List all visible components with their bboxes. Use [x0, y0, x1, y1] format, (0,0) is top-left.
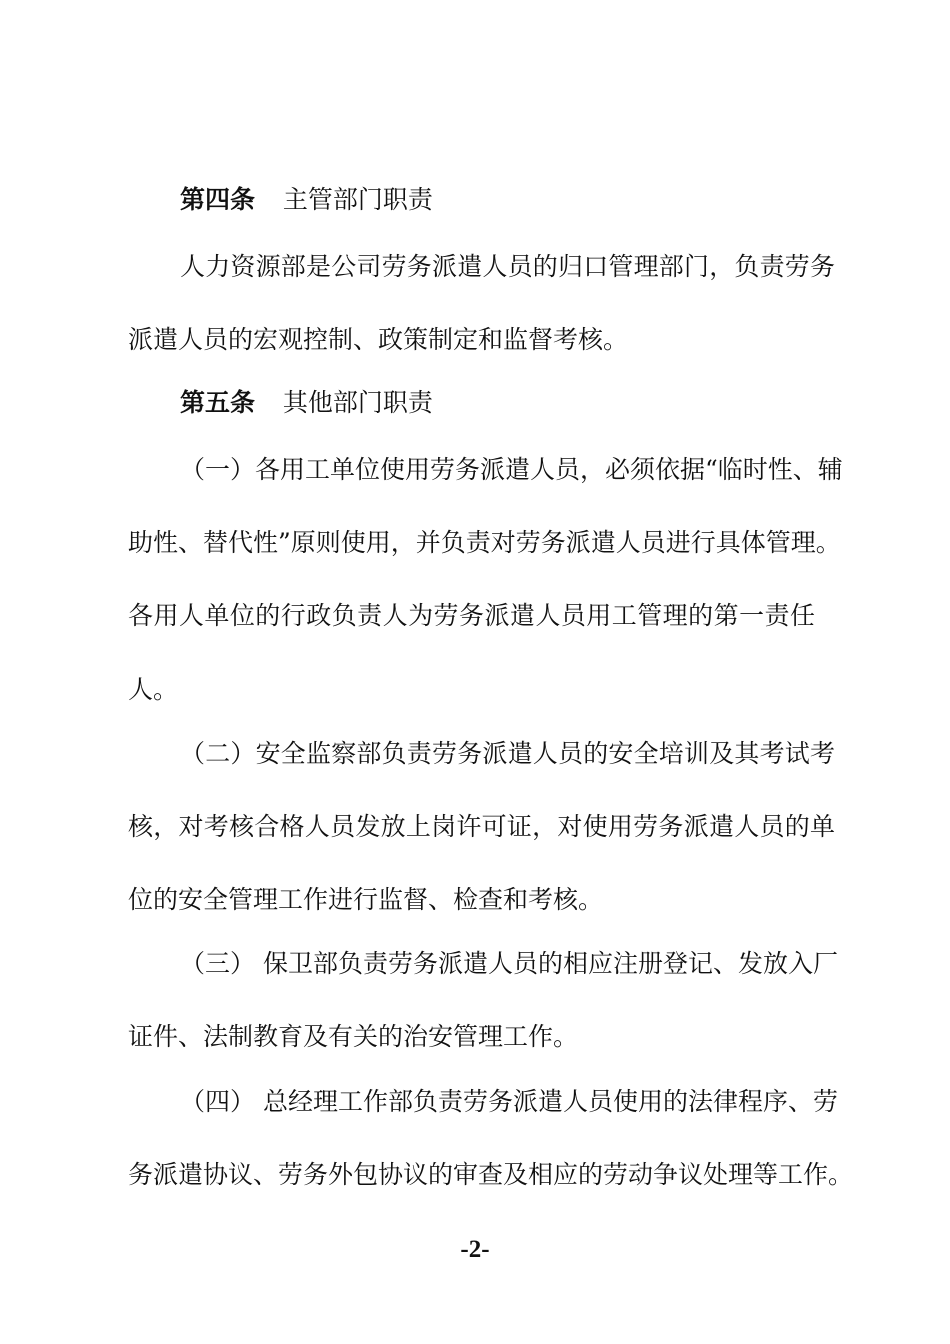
article-5-heading: [180, 383, 950, 423]
article-4-title: 主管部门职责: [282, 185, 433, 214]
paragraph-line: 派遣人员的宏观控制、政策制定和监督考核。: [128, 325, 629, 354]
article-5-number: 第五条: [180, 388, 256, 417]
paragraph-line: （二）安全监察部负责劳务派遣人员的安全培训及其考试考: [180, 739, 835, 768]
article-4-number: 第四条: [180, 185, 256, 214]
paragraph-line: 务派遣协议、劳务外包协议的审查及相应的劳动争议处理等工作。: [128, 1160, 854, 1189]
paragraph-line: 人。: [128, 675, 179, 704]
paragraph-line: 位的安全管理工作进行监督、检查和考核。: [128, 885, 604, 914]
paragraph-line: 人力资源部是公司劳务派遣人员的归口管理部门，负责劳务: [180, 252, 835, 281]
paragraph-line: （四） 总经理工作部负责劳务派遣人员使用的法律程序、劳: [180, 1087, 838, 1116]
article-5-title: 其他部门职责: [282, 388, 433, 417]
paragraph-line: （三） 保卫部负责劳务派遣人员的相应注册登记、发放入厂: [180, 949, 838, 978]
paragraph-line: （一）各用工单位使用劳务派遣人员，必须依据“临时性、辅: [180, 455, 843, 484]
article-4-heading: [180, 180, 950, 220]
page-number: -2-: [460, 1236, 490, 1263]
paragraph-line: 各用人单位的行政负责人为劳务派遣人员用工管理的第一责任: [128, 601, 815, 630]
paragraph-line: 证件、法制教育及有关的治安管理工作。: [128, 1022, 579, 1051]
paragraph-line: 助性、替代性”原则使用，并负责对劳务派遣人员进行具体管理。: [128, 528, 841, 557]
paragraph-line: 核，对考核合格人员发放上岗许可证，对使用劳务派遣人员的单: [128, 812, 835, 841]
